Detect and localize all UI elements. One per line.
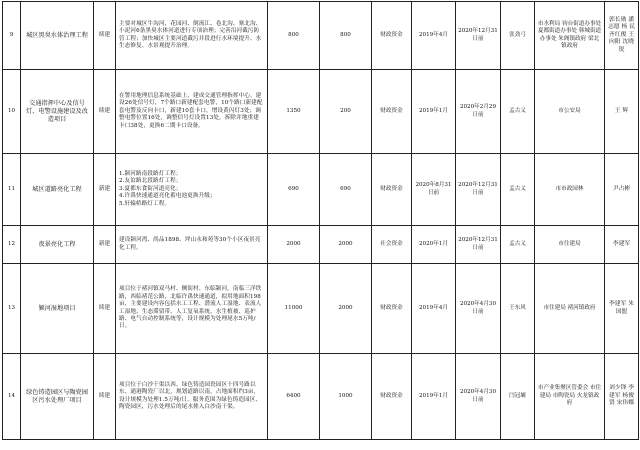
row-number-cell: 9 (3, 2, 21, 70)
funding-source-cell: 财政资金 (372, 70, 412, 154)
completion-date-cell: 2020年4月30日前 (456, 264, 501, 354)
total-investment-cell: 1350 (268, 70, 320, 154)
annual-investment-cell: 800 (320, 2, 372, 70)
total-investment-cell: 6400 (268, 354, 320, 440)
leader-cell: 闫冠墉 (501, 354, 535, 440)
funding-source-cell: 社会资金 (372, 226, 412, 264)
responsible-unit-cell: 市住建局 (535, 226, 605, 264)
funding-source-cell: 财政资金 (372, 354, 412, 440)
total-investment-cell: 11000 (268, 264, 320, 354)
responsible-person-cell: 郭长勋 潘志愿 杨 民 齐红俊 王向阳 沈晓锐 (605, 2, 639, 70)
total-investment-cell: 800 (268, 2, 320, 70)
construction-content-cell: 在警用地理信息系统基础上，建成交通管理指挥中心。建设26处信号灯，7个路口新建配套电警，10个路口新建配套电警及反向卡口，新建10套卡口，增设黄闪灯3处；调整电警位置16处，调整信号灯设置13处，拆除并地重建卡口38处，更换6二期卡口设备。 (116, 70, 268, 154)
construction-type-cell: 新建 (94, 154, 116, 226)
annual-investment-cell: 2000 (320, 226, 372, 264)
row-number-cell: 11 (3, 154, 21, 226)
start-date-cell: 2020年8月31日前 (412, 154, 456, 226)
funding-source-cell: 财政资金 (372, 264, 412, 354)
leader-cell: 王东风 (501, 264, 535, 354)
completion-date-cell: 2020年2月29日前 (456, 70, 501, 154)
annual-investment-cell: 1000 (320, 354, 372, 440)
table-row (3, 226, 639, 264)
responsible-person-cell: 王 辉 (605, 70, 639, 154)
start-date-cell: 2020年1月 (412, 226, 456, 264)
construction-type-cell: 续建 (94, 354, 116, 440)
construction-content-cell: 主要对城区牛沟河、花园河、倒流江、卷北沟、寨北沟、小泥河6条黑臭水体河道进行专项治理；完善沿河截污防管工程；加快城区主要河道截污并段进行水环境提升、水生态修复、水景观提升治理。 (116, 2, 268, 70)
project-name-cell: 城区道路亮化工程 (21, 154, 94, 226)
responsible-person-cell: 尹占彬 (605, 154, 639, 226)
project-name-cell: 颍河湿地项目 (21, 264, 94, 354)
responsible-person-cell: 李建军 (605, 226, 639, 264)
project-name-cell: 城区黑臭水体治理工程 (21, 2, 94, 70)
table-row (3, 2, 639, 70)
start-date-cell: 2019年4月 (412, 264, 456, 354)
construction-type-cell: 续建 (94, 264, 116, 354)
leader-cell: 张劲弓 (501, 2, 535, 70)
construction-content-cell: 1.颍河路南段路灯工程； 2.友谊路北段路灯工程； 3.夏都东食街河道亮化； 4.许禹快速通道亮化蓄电池更换升级； 5.轩辕桥路灯工程。 (116, 154, 268, 226)
project-name-cell: 绿色铸造园区与陶瓷园区污水处理厂项目 (21, 354, 94, 440)
start-date-cell: 2019年4月 (412, 2, 456, 70)
responsible-unit-cell: 市公安局 (535, 70, 605, 154)
completion-date-cell: 2020年12月31日前 (456, 154, 501, 226)
completion-date-cell: 2020年4月30日前 (456, 354, 501, 440)
construction-type-cell: 续建 (94, 2, 116, 70)
responsible-unit-cell: 市产业集聚区管委会 市住建局 市陶瓷局 火龙镇政府 (535, 354, 605, 440)
construction-content-cell: 建设颍河湾、尚品1898、坪山永和苑等30个小区夜景亮化工程。 (116, 226, 268, 264)
row-number-cell: 10 (3, 70, 21, 154)
responsible-person-cell: 刘少锋 李建军 杨俊贤 宋伟娜 (605, 354, 639, 440)
responsible-person-cell: 李建军 朱国盟 (605, 264, 639, 354)
funding-source-cell: 财政资金 (372, 154, 412, 226)
leader-cell: 孟古义 (501, 154, 535, 226)
table-row (3, 354, 639, 440)
table-row (3, 70, 639, 154)
total-investment-cell: 2000 (268, 226, 320, 264)
project-table (2, 1, 639, 440)
start-date-cell: 2019年1月 (412, 354, 456, 440)
row-number-cell: 13 (3, 264, 21, 354)
responsible-unit-cell: 市住建局 褚河镇政府 (535, 264, 605, 354)
row-number-cell: 12 (3, 226, 21, 264)
responsible-unit-cell: 市水利局 钧台街道办事处 夏都街道办事处 韩城街道办事处 朱阁镇政府 梁北镇政府 (535, 2, 605, 70)
table-row (3, 154, 639, 226)
leader-cell: 孟古义 (501, 226, 535, 264)
construction-content-cell: 项目位于白沙干渠以西、绿色铸造园瓷园区十四号路以东、通港陶瓷厂以北，规划道路以南，占地面积约3亩，设计规模为处理1.5万吨/日，服务范围为绿色铸造园区、陶瓷园区，污水处理后的尾水排入白沙南干渠。 (116, 354, 268, 440)
leader-cell: 孟古义 (501, 70, 535, 154)
construction-type-cell: 续建 (94, 70, 116, 154)
total-investment-cell: 690 (268, 154, 320, 226)
project-name-cell: 交通指挥中心及信号灯、电警设施建设及改造项目 (21, 70, 94, 154)
funding-source-cell: 财政资金 (372, 2, 412, 70)
project-name-cell: 夜景亮化工程 (21, 226, 94, 264)
responsible-unit-cell: 市市政园林 (535, 154, 605, 226)
construction-content-cell: 项目位于褚河镇双马村、侧街村、东临颍河，南临三洋铁路，西临褚范公路，北临许禹快速通道，拟用地面积198亩，主要建设内容包括水工工程、潜流人工湿地、表流人工湿地、生态滞留带、人工复氧系统、水生植被、巡护路、电气自动控制系统等，设计规模为处理尾水5万吨/日。 (116, 264, 268, 354)
annual-investment-cell: 690 (320, 154, 372, 226)
table-row (3, 264, 639, 354)
completion-date-cell: 2020年12月31日前 (456, 2, 501, 70)
completion-date-cell: 2020年12月31日前 (456, 226, 501, 264)
row-number-cell: 14 (3, 354, 21, 440)
construction-type-cell: 新建 (94, 226, 116, 264)
annual-investment-cell: 200 (320, 70, 372, 154)
start-date-cell: 2019年1月 (412, 70, 456, 154)
annual-investment-cell: 2000 (320, 264, 372, 354)
